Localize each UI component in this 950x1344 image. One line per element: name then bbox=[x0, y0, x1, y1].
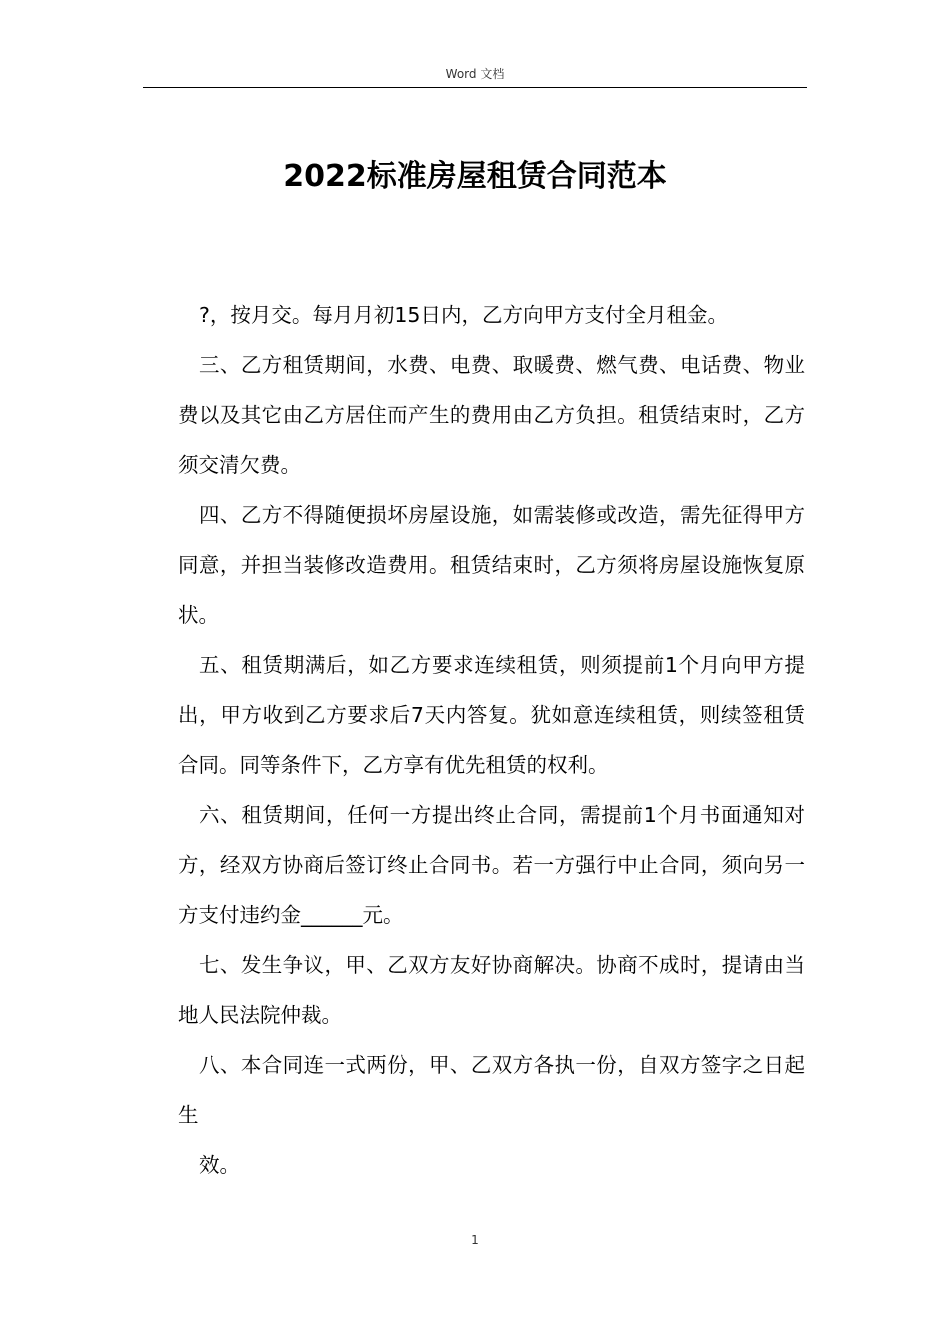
paragraph-clause-8: 八、本合同连一式两份，甲、乙双方各执一份，自双方签字之日起生 bbox=[178, 1053, 805, 1127]
document-title: 2022标准房屋租赁合同范本 bbox=[283, 159, 667, 194]
paragraph-clause-3: 三、乙方租赁期间，水费、电费、取暖费、燃气费、电话费、物业费以及其它由乙方居住而产生的费用由乙方负担。租赁结束时，乙方须交清欠费。 bbox=[178, 353, 805, 477]
paragraph-clause-5: 五、租赁期满后，如乙方要求连续租赁，则须提前1个月向甲方提出，甲方收到乙方要求后7天内答复。犹如意连续租赁，则续签租赁合同。同等条件下，乙方享有优先租赁的权利。 bbox=[178, 653, 805, 777]
document-body bbox=[178, 290, 805, 1190]
paragraph-clause-7: 七、发生争议，甲、乙双方友好协商解决。协商不成时，提请由当地人民法院仲裁。 bbox=[178, 953, 805, 1027]
paragraph-clause-4: 四、乙方不得随便损坏房屋设施，如需装修或改造，需先征得甲方同意，并担当装修改造费用。租赁结束时，乙方须将房屋设施恢复原状。 bbox=[178, 503, 805, 627]
header-label: Word 文档 bbox=[445, 67, 505, 81]
header-divider bbox=[143, 87, 807, 88]
page-number: 1 bbox=[471, 1233, 479, 1247]
paragraph-rent-payment: ?，按月交。每月月初15日内，乙方向甲方支付全月租金。 bbox=[199, 303, 728, 327]
paragraph-clause-8-continued: 效。 bbox=[199, 1153, 240, 1177]
paragraph-clause-6: 六、租赁期间，任何一方提出终止合同，需提前1个月书面通知对方，经双方协商后签订终止合同书。若一方强行中止合同，须向另一方支付违约金______元。 bbox=[178, 803, 805, 927]
